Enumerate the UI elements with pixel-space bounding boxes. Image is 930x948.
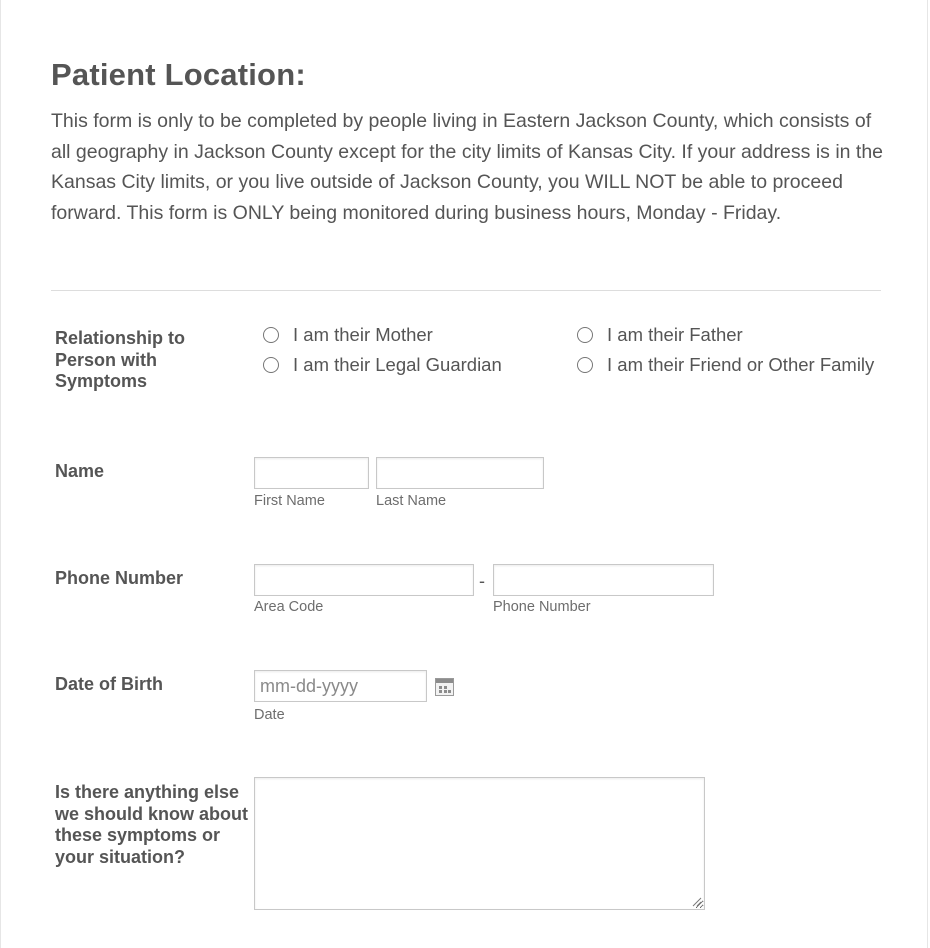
first-name-input[interactable] [254,457,369,489]
last-name-sublabel: Last Name [376,493,447,509]
radio-legal-guardian[interactable] [263,354,502,376]
relationship-label: Relationship to Person with Symptoms [55,328,185,391]
radio-circle[interactable] [263,327,279,343]
name-label: Name [55,461,105,481]
radio-circle[interactable] [263,357,279,373]
radio-father[interactable] [577,324,743,346]
notes-label: Is there anything else we should know about these symptoms or your situation? [55,782,248,867]
phone-label: Phone Number [55,568,184,588]
calendar-icon[interactable] [435,678,454,696]
section-divider [51,290,881,291]
dob-sublabel: Date [254,707,285,723]
radio-circle[interactable] [577,327,593,343]
area-code-sublabel: Area Code [254,599,324,615]
radio-mother-label: I am their Mother [293,324,433,345]
radio-mother[interactable] [263,324,433,346]
radio-friend-other[interactable] [577,354,874,376]
radio-circle[interactable] [577,357,593,373]
phone-number-sublabel: Phone Number [493,599,591,615]
first-name-sublabel: First Name [254,493,325,509]
radio-legal-guardian-label: I am their Legal Guardian [293,354,502,375]
last-name-input[interactable] [376,457,544,489]
phone-separator: - [479,571,485,591]
notes-textarea[interactable] [254,777,705,910]
radio-friend-other-label: I am their Friend or Other Family [607,354,875,375]
phone-number-input[interactable] [493,564,714,596]
radio-father-label: I am their Father [607,324,743,345]
section-title: Patient Location: [51,57,306,92]
area-code-input[interactable] [254,564,474,596]
section-intro: This form is only to be completed by people living in Eastern Jackson County, which consists of all geography in Jackson County except for the city limits of Kansas City. If your address is in the Kansas City limits, or you live outside of Jackson County, you WILL NOT be able to proceed forward. This form is ONLY being monitored during business hours, Monday - Friday. [51,110,884,224]
dob-label: Date of Birth [55,674,163,694]
dob-input[interactable] [254,670,427,702]
